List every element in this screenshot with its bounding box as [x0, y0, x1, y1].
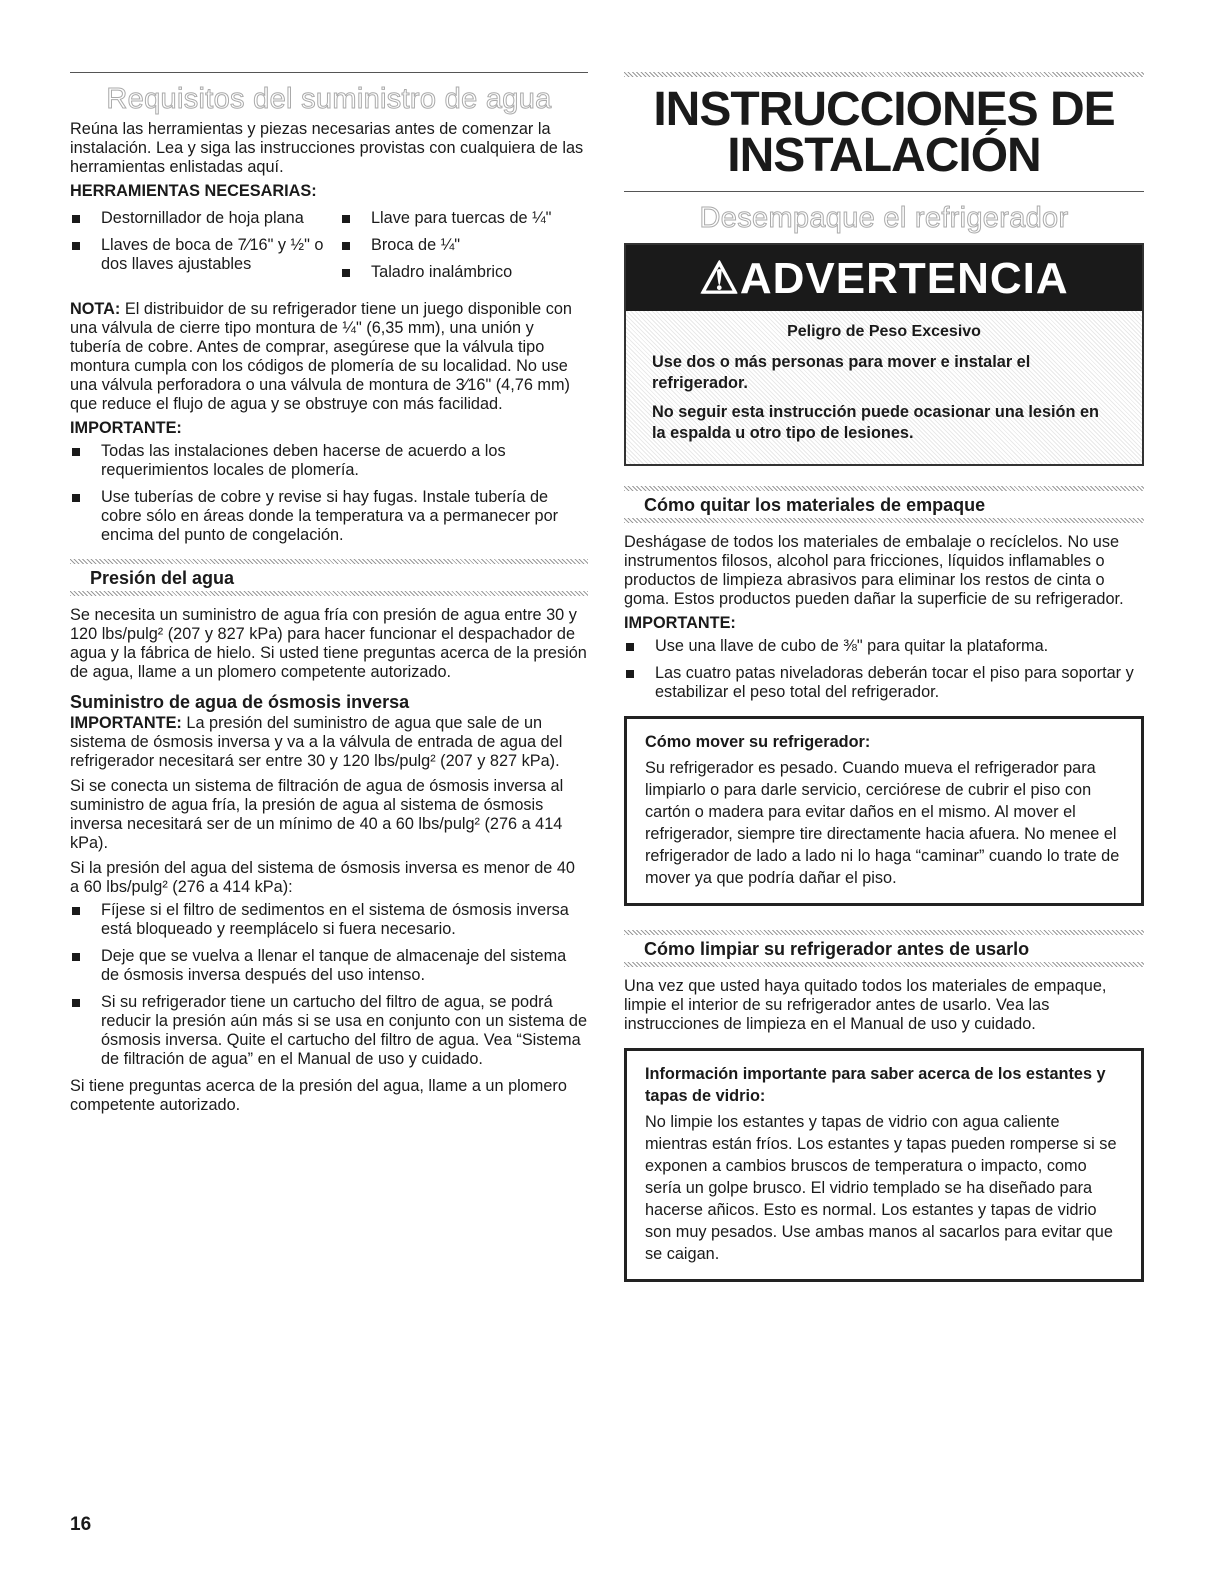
pressure-paragraph: Se necesita un suministro de agua fría con presión de agua entre 30 y 120 lbs/pulg² (207 y 827 kPa) para hacer funcionar el despachador de agua y la fábrica de hielo. Si usted tiene preguntas acerca de la presión de agua, llame a un plomero competente autorizado.	[70, 606, 587, 681]
title-rule	[624, 191, 1144, 192]
tool-item: Llaves de boca de 7⁄16" y ½" o dos llaves ajustables	[70, 236, 340, 274]
pressure-heading: Presión del agua	[90, 568, 235, 588]
ro-final-paragraph: Si tiene preguntas acerca de la presión del agua, llame a un plomero competente autorizado.	[70, 1077, 567, 1114]
tool-item: Destornillador de hoja plana	[70, 209, 340, 228]
left-column	[70, 72, 588, 1115]
tools-list	[70, 209, 588, 290]
top-rule	[70, 72, 588, 73]
nota-text: El distribuidor de su refrigerador tiene un juego disponible con una válvula de cierre tipo montura de ¼" (6,35 mm), una unión y tubería de cobre. Antes de comprar, asegúrese que la válvula tipo montura cumpla con los códigos de plomería de su localidad. No use una válvula perforadora o una válvula de montura de 3⁄16" (4,76 mm) que reduce el flujo de agua y se obstruye con más facilidad.	[70, 300, 572, 413]
page-title	[624, 83, 1144, 182]
warning-banner	[626, 245, 1142, 311]
hatch-divider	[624, 72, 1144, 77]
glass-box	[624, 1048, 1144, 1282]
important-label: IMPORTANTE:	[70, 419, 182, 437]
remove-item: Use una llave de cubo de ⅜" para quitar la plataforma.	[624, 637, 1144, 656]
nota-label: NOTA:	[70, 300, 121, 318]
ro-item: Fíjese si el filtro de sedimentos en el sistema de ósmosis inversa está bloqueado y reemplácelo si fuera necesario.	[70, 901, 588, 939]
remove-heading: Cómo quitar los materiales de empaque	[644, 495, 986, 515]
important-item: Todas las instalaciones deben hacerse de acuerdo a los requerimientos locales de plomería.	[70, 442, 588, 480]
clean-heading: Cómo limpiar su refrigerador antes de usarlo	[644, 939, 1030, 959]
page-number: 16	[70, 1514, 92, 1535]
ro-heading: Suministro de agua de ósmosis inversa	[70, 692, 410, 712]
hatch-divider	[624, 518, 1144, 523]
remove-item: Las cuatro patas niveladoras deberán tocar el piso para soportar y estabilizar el peso total del refrigerador.	[624, 664, 1144, 702]
ro-important-text: La presión del suministro de agua que sale de un sistema de ósmosis inversa y va a la válvula de entrada de agua del refrigerador necesitará ser entre 30 y 120 lbs/pulg² (207 y 827 kPa).	[70, 714, 563, 770]
important-item: Use tuberías de cobre y revise si hay fugas. Instale tubería de cobre sólo en áreas donde la temperatura va a permanecer por encima del punto de congelación.	[70, 488, 588, 545]
tool-item: Llave para tuercas de ¼"	[340, 209, 588, 228]
remove-important-label: IMPORTANTE:	[624, 614, 736, 632]
ro-list	[70, 901, 588, 1069]
page-title-line-1: INSTRUCCIONES DE	[653, 83, 1115, 136]
ro-important-label: IMPORTANTE:	[70, 714, 182, 732]
glass-box-text: No limpie los estantes y tapas de vidrio con agua caliente mientras están fríos. Los estantes y tapas pueden romperse si se exponen a cambios bruscos de temperatura o impacto, como sería un golpe brusco. El vidrio templado se ha diseñado para hacerse añicos. Esto es normal. Los estantes y tapas de vidrio son muy pesados. Use ambas manos al sacarlos para evitar que se caigan.	[645, 1113, 1117, 1263]
ro-item: Si su refrigerador tiene un cartucho del filtro de agua, se podrá reducir la presión aún más si se usa en conjunto con un sistema de ósmosis inversa. Quite el cartucho del filtro de agua. Vea “Sistema de filtración de agua” en el Manual de uso y cuidado.	[70, 993, 588, 1069]
intro-paragraph: Reúna las herramientas y piezas necesarias antes de comenzar la instalación. Lea y siga las instrucciones provistas con cualquiera de las herramientas enlistadas aquí.	[70, 120, 584, 176]
ro-paragraph-2: Si se conecta un sistema de filtración de agua de ósmosis inversa al suministro de agua fría, la presión de agua al sistema de ósmosis inversa necesitará ser de un mínimo de 40 a 60 lbs/pulg² (276 a 414 kPa).	[70, 777, 564, 852]
warning-hazard: Peligro de Peso Excesivo	[787, 323, 981, 340]
move-box-heading: Cómo mover su refrigerador:	[645, 733, 871, 751]
tools-label: HERRAMIENTAS NECESARIAS:	[70, 182, 317, 200]
ro-item: Deje que se vuelva a llenar el tanque de almacenaje del sistema de ósmosis inversa después del uso intenso.	[70, 947, 588, 985]
important-list	[70, 442, 588, 545]
warning-body	[626, 311, 1142, 464]
move-box	[624, 716, 1144, 906]
clean-paragraph: Una vez que usted haya quitado todos los materiales de empaque, limpie el interior de su refrigerador antes de usarlo. Vea las instrucciones de limpieza en el Manual de uso y cuidado.	[624, 977, 1107, 1033]
tool-item: Broca de ¼"	[340, 236, 588, 255]
move-box-text: Su refrigerador es pesado. Cuando mueva el refrigerador para limpiarlo o para darle servicio, cerciórese de cubrir el piso con cartón o madera para evitar daños en el mismo. Al mover el refrigerador, siempre tire directamente hacia afuera. No menee el refrigerador de lado a lado ni lo haga “caminar” cuando lo trate de mover ya que podría dañar el piso.	[645, 759, 1120, 887]
unpack-title: Desempaque el refrigerador	[699, 202, 1069, 234]
nota-paragraph	[70, 300, 588, 414]
tool-item: Taladro inalámbrico	[340, 263, 588, 282]
ro-important-paragraph	[70, 714, 588, 771]
hatch-divider	[70, 591, 588, 596]
warning-paragraph-2: No seguir esta instrucción puede ocasionar una lesión en la espalda u otro tipo de lesiones.	[652, 403, 1099, 442]
remove-list	[624, 637, 1144, 702]
warning-word: ⚠ADVERTENCIA	[699, 253, 1069, 303]
right-column	[624, 72, 1144, 1306]
warning-paragraph-1: Use dos o más personas para mover e instalar el refrigerador.	[652, 353, 1031, 392]
glass-box-heading: Información importante para saber acerca de los estantes y tapas de vidrio:	[645, 1065, 1106, 1105]
warning-box	[624, 243, 1144, 466]
page-title-line-2: INSTALACIÓN	[727, 129, 1041, 182]
section-title: Requisitos del suministro de agua	[106, 83, 552, 115]
remove-paragraph: Deshágase de todos los materiales de embalaje o recíclelos. No use instrumentos filosos, alcohol para fricciones, líquidos inflamables o productos de limpieza abrasivos para eliminar los restos de cinta o goma. Estos productos pueden dañar la superficie de su refrigerador.	[624, 533, 1124, 608]
ro-paragraph-3: Si la presión del agua del sistema de ósmosis inversa es menor de 40 a 60 lbs/pulg² (276 a 414 kPa):	[70, 859, 575, 896]
hatch-divider	[624, 962, 1144, 967]
